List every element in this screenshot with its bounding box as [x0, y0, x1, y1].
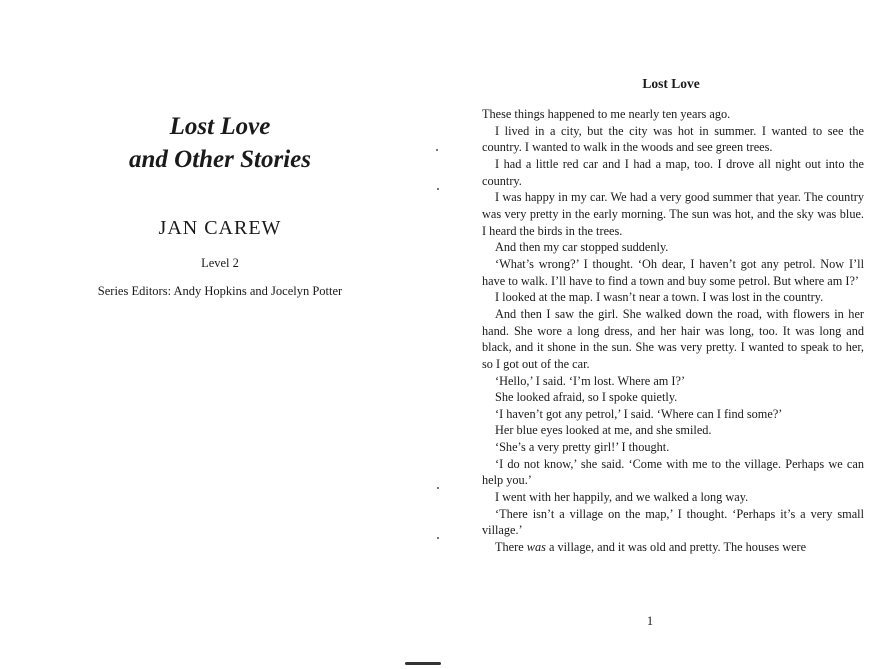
series-editors: Series Editors: Andy Hopkins and Jocelyn Potter	[97, 284, 343, 298]
paragraph-last-end: a village, and it was old and pretty. The houses were	[545, 540, 807, 555]
page-number: 1	[646, 614, 654, 628]
author-name: JAN CAREW	[158, 217, 282, 239]
paragraph: I was happy in my car. We had a very good summer that year. The country was very pretty in the early morning. The sun was hot, and the sky was blue. I heard the birds in the trees.	[482, 190, 864, 238]
scan-speck	[437, 487, 439, 489]
reading-level: Level 2	[201, 256, 239, 270]
emphasis-word: was	[526, 540, 546, 555]
scan-speck	[436, 149, 438, 151]
paragraph: I had a little red car and I had a map, too. I drove all night out into the country.	[482, 156, 864, 188]
scan-edge-mark	[405, 662, 441, 665]
paragraph: I looked at the map. I wasn’t near a town. I was lost in the country.	[495, 290, 824, 305]
scan-speck	[437, 537, 439, 539]
story-text	[482, 106, 864, 556]
paragraph: I went with her happily, and we walked a long way.	[495, 490, 749, 505]
paragraph: And then I saw the girl. She walked down the road, with flowers in her hand. She wore a long dress, and her hair was long, too. It was long and black, and it shone in the sun. She was very pretty. I wanted to speak to her, so I got out of the car.	[482, 306, 864, 371]
paragraph: ‘I haven’t got any petrol,’ I said. ‘Where can I find some?’	[495, 406, 783, 421]
paragraph: I lived in a city, but the city was hot in summer. I wanted to see the country. I wanted to walk in the woods and see green trees.	[482, 123, 864, 155]
paragraph: Her blue eyes looked at me, and she smiled.	[495, 423, 712, 438]
right-page	[440, 0, 870, 669]
book-title-line-2: and Other Stories	[129, 146, 311, 173]
paragraph: She looked afraid, so I spoke quietly.	[495, 390, 678, 405]
paragraph: And then my car stopped suddenly.	[495, 240, 669, 255]
paragraph-last	[482, 539, 864, 556]
book-title	[90, 110, 350, 176]
paragraph-last-start: There	[495, 540, 527, 555]
paragraph: ‘Hello,’ I said. ‘I’m lost. Where am I?’	[495, 373, 686, 388]
scan-speck	[437, 188, 439, 190]
paragraph: ‘I do not know,’ she said. ‘Come with me to the village. Perhaps we can help you.’	[482, 456, 864, 488]
paragraph: ‘What’s wrong?’ I thought. ‘Oh dear, I haven’t got any petrol. Now I’ll have to walk. I’ll have to find a town and buy some petrol. But where am I?’	[482, 256, 864, 288]
paragraph: ‘There isn’t a village on the map,’ I thought. ‘Perhaps it’s a very small village.’	[482, 506, 864, 538]
paragraph: These things happened to me nearly ten years ago.	[482, 107, 731, 121]
book-title-line-1: Lost Love	[169, 113, 271, 140]
chapter-title: Lost Love	[642, 76, 700, 91]
paragraph: ‘She’s a very pretty girl!’ I thought.	[495, 440, 670, 455]
